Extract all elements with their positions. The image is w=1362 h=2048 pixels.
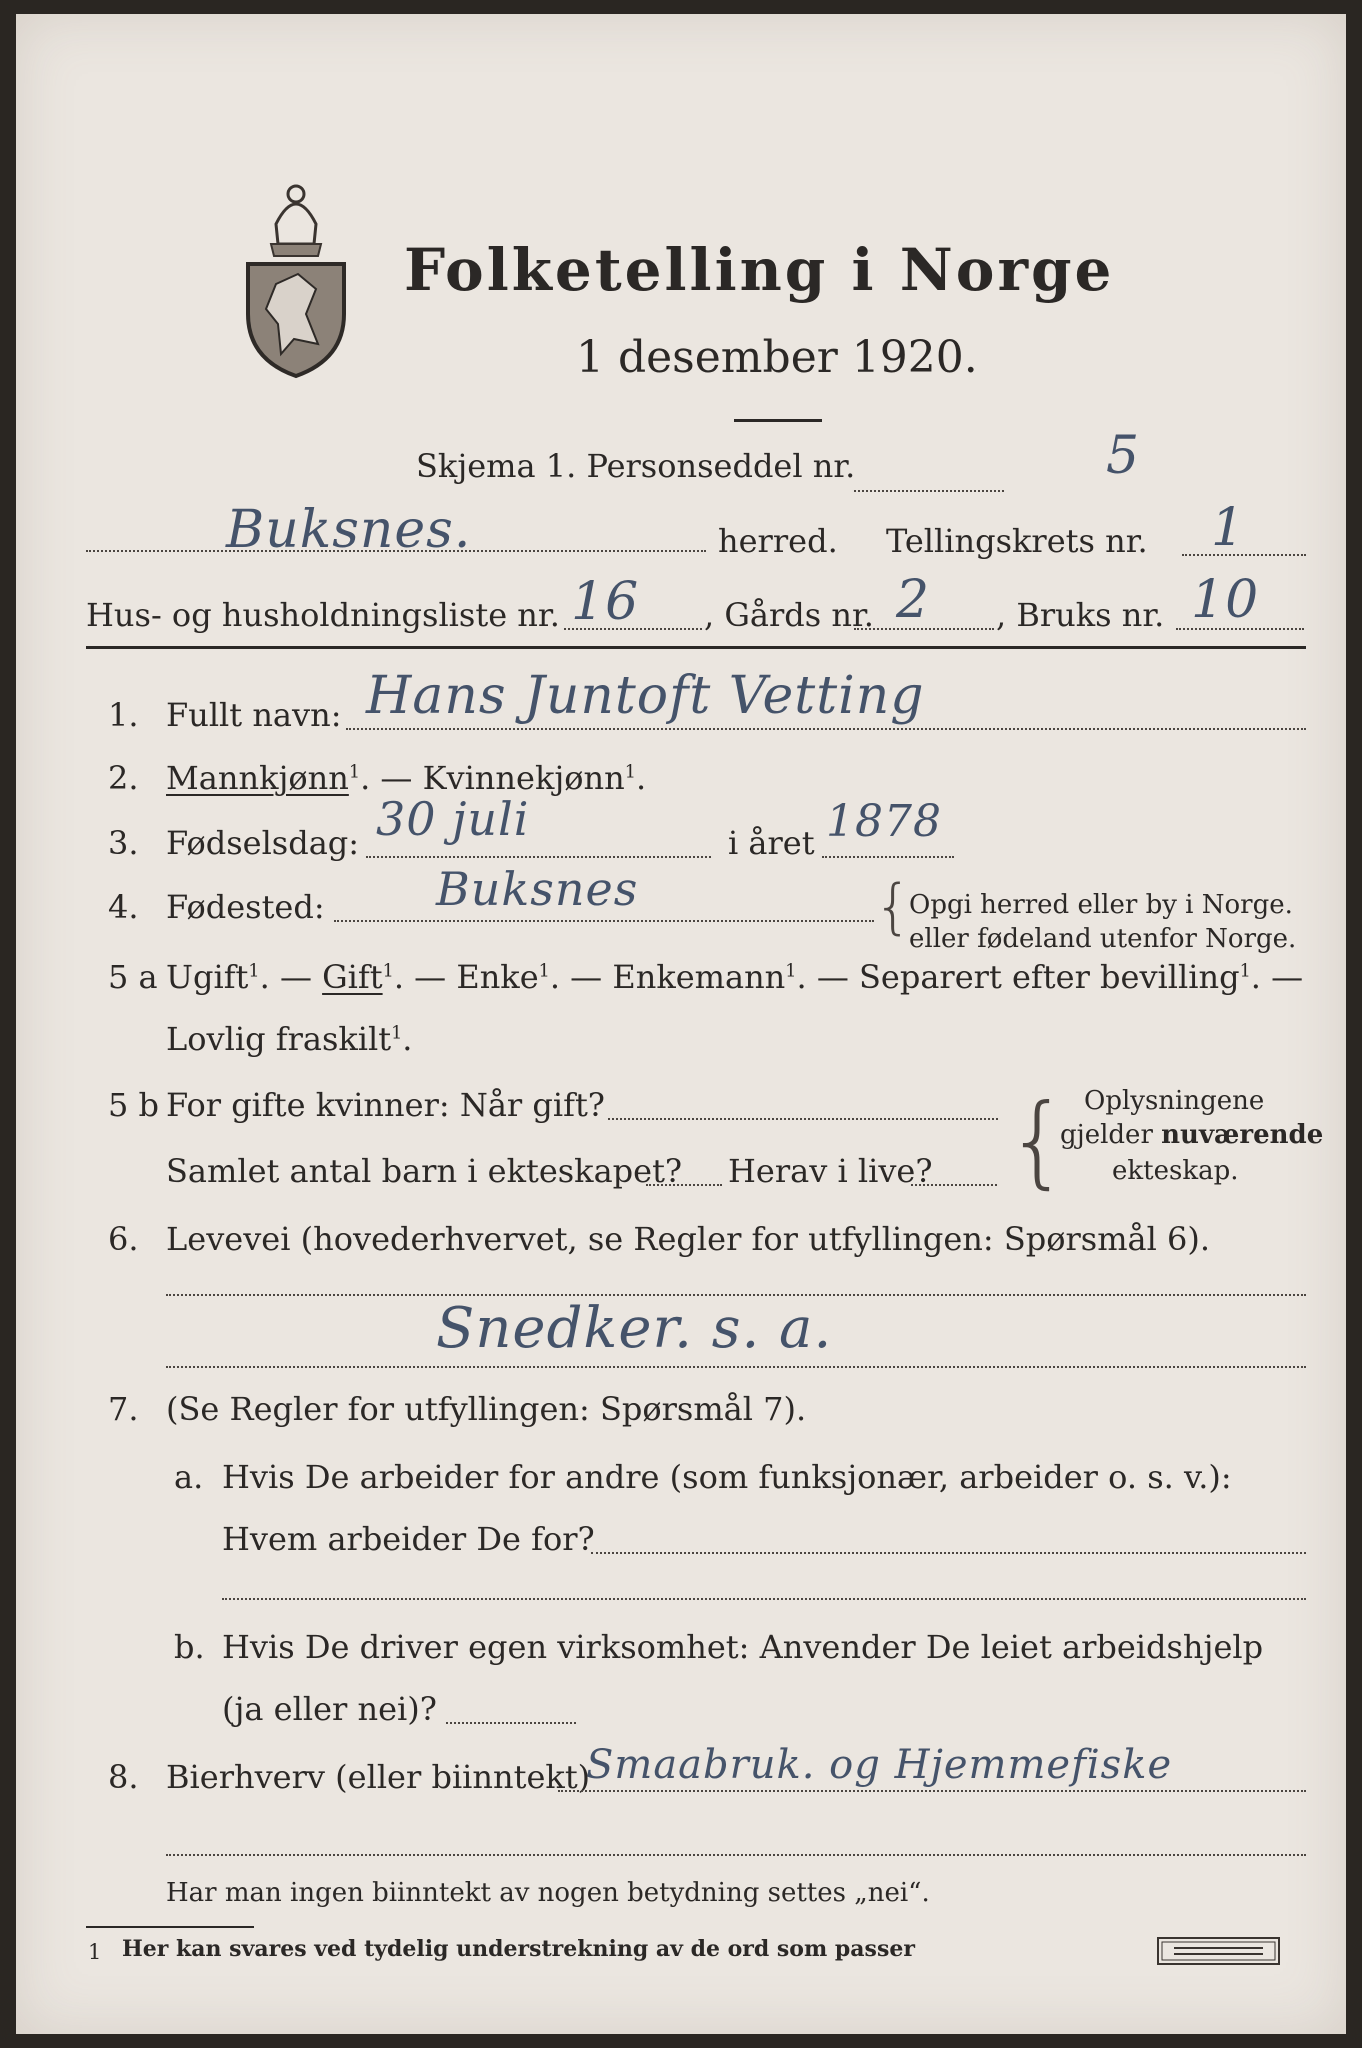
q8-dots-2 [166,1854,1306,1856]
q8-note: Har man ingen biinntekt av nogen betydning settes „nei“. [166,1878,930,1908]
q7b-dots [446,1722,576,1724]
q8-label: Bierhverv (eller biinntekt) [166,1758,591,1796]
census-date: 1 desember 1920. [576,332,978,383]
q1-value: Hans Juntoft Vetting [366,666,925,726]
q5b-note-3: ekteskap. [1112,1156,1239,1186]
q4-label: Fødested: [166,888,325,926]
q5a-enke: Enke [456,958,539,996]
q7a-dots-1 [591,1552,1306,1554]
q5b-dots-1 [608,1118,998,1120]
title-divider [734,419,822,422]
census-form [16,14,1346,2034]
q4-number: 4. [108,888,139,926]
q7-number: 7. [108,1390,139,1428]
q6-number: 6. [108,1220,139,1258]
q6-value: Snedker. s. a. [436,1296,833,1361]
q5a-ugift: Ugift [166,958,249,996]
q7b-label: Hvis De driver egen virksomhet: Anvender De leiet arbeidshjelp [222,1628,1264,1666]
q7a-letter: a. [174,1458,204,1496]
q7a-dots-2 [222,1598,1306,1600]
printer-stamp-icon [1156,1936,1281,1966]
q4-brace: { [874,872,913,942]
q2-kvinnekjonn: Kvinnekjønn [422,759,625,797]
husliste-value: 16 [571,572,640,632]
tellingskrets-value: 1 [1211,498,1246,558]
form-title: Folketelling i Norge [404,236,1115,304]
q1-number: 1. [108,696,139,734]
schema-value: 5 [1106,426,1141,486]
q7-label: (Se Regler for utfyllingen: Spørsmål 7). [166,1390,807,1428]
q2-options: Mannkjønn$^1$. — Kvinnekjønn$^1$. [166,759,647,797]
q5a-fraskilt: Lovlig fraskilt [166,1020,392,1058]
q4-note-2: eller fødeland utenfor Norge. [909,924,1297,954]
herred-label: herred. [718,522,838,560]
q5b-dots-2 [646,1184,722,1186]
q6-label: Levevei (hovederhvervet, se Regler for utfyllingen: Spørsmål 6). [166,1220,1211,1258]
footnote-rule [86,1926,254,1928]
tellingskrets-label: Tellingskrets nr. [886,522,1148,560]
q3-number: 3. [108,824,139,862]
q4-value: Buksnes [436,862,639,916]
q8-number: 8. [108,1758,139,1796]
q7b-letter: b. [174,1628,205,1666]
q4-dots [334,920,874,922]
herred-value: Buksnes. [226,500,472,560]
bruks-label: , Bruks nr. [996,596,1165,634]
q5b-note-2b: nuværende [1161,1120,1324,1150]
q5a-gift: Gift [322,958,383,996]
q3-dots [366,856,711,858]
q8-dots-1 [558,1790,1306,1792]
bruks-value: 10 [1191,570,1260,630]
q3-year-label: i året [728,824,815,862]
q3-year-dots [822,856,954,858]
q3-label: Fødselsdag: [166,824,360,862]
q2-mannkjonn: Mannkjønn [166,759,349,797]
q5b-note-1: Oplysningene [1084,1086,1265,1116]
gards-label: , Gårds nr. [704,596,874,634]
footnote-marker: 1 [88,1940,102,1964]
q6-dots-2 [166,1366,1306,1368]
q2-number: 2. [108,759,139,797]
q5b-label-2: Samlet antal barn i ekteskapet? [166,1152,683,1190]
q7a-label: Hvis De arbeider for andre (som funksjonær, arbeider o. s. v.): [222,1458,1232,1496]
schema-dots [854,490,1004,492]
q7b-sub: (ja eller nei)? [222,1690,437,1728]
norway-coat-of-arms-icon [236,164,356,379]
q3-year-value: 1878 [826,796,942,847]
q1-dots [346,728,1306,730]
husliste-label: Hus- og husholdningsliste nr. [86,596,560,634]
schema-label: Skjema 1. Personseddel nr. [416,447,856,485]
q8-value: Smaabruk. og Hjemmefiske [586,1742,1173,1788]
q5b-dots-3 [911,1184,997,1186]
q5a-number: 5 a [108,958,158,996]
q5a-options: Ugift$^1$. — Gift$^1$. — Enke$^1$. — Enkemann$^1$. — Separert efter bevilling$^1$. — [166,958,1304,996]
q5b-brace: { [1006,1082,1070,1199]
q5b-number: 5 b [108,1086,160,1124]
q5b-label-3: Herav i live? [728,1152,933,1190]
gards-value: 2 [896,570,931,630]
footnote-text: Her kan svares ved tydelig understrekning av de ord som passer [122,1936,915,1962]
q5b-label-1: For gifte kvinner: Når gift? [166,1086,605,1124]
q5a-options-line2: Lovlig fraskilt$^1$. [166,1020,413,1058]
q1-label: Fullt navn: [166,696,342,734]
q4-note-1: Opgi herred eller by i Norge. [909,890,1293,920]
q5a-separert: Separert efter bevilling [859,958,1240,996]
q3-value: 30 juli [376,792,530,846]
q5b-note-2 [1060,1120,1323,1150]
q5a-enkemann: Enkemann [612,958,786,996]
q5b-note-2a: gjelder [1060,1120,1153,1150]
header-rule [86,646,1306,649]
q7a-sub: Hvem arbeider De for? [222,1520,595,1558]
